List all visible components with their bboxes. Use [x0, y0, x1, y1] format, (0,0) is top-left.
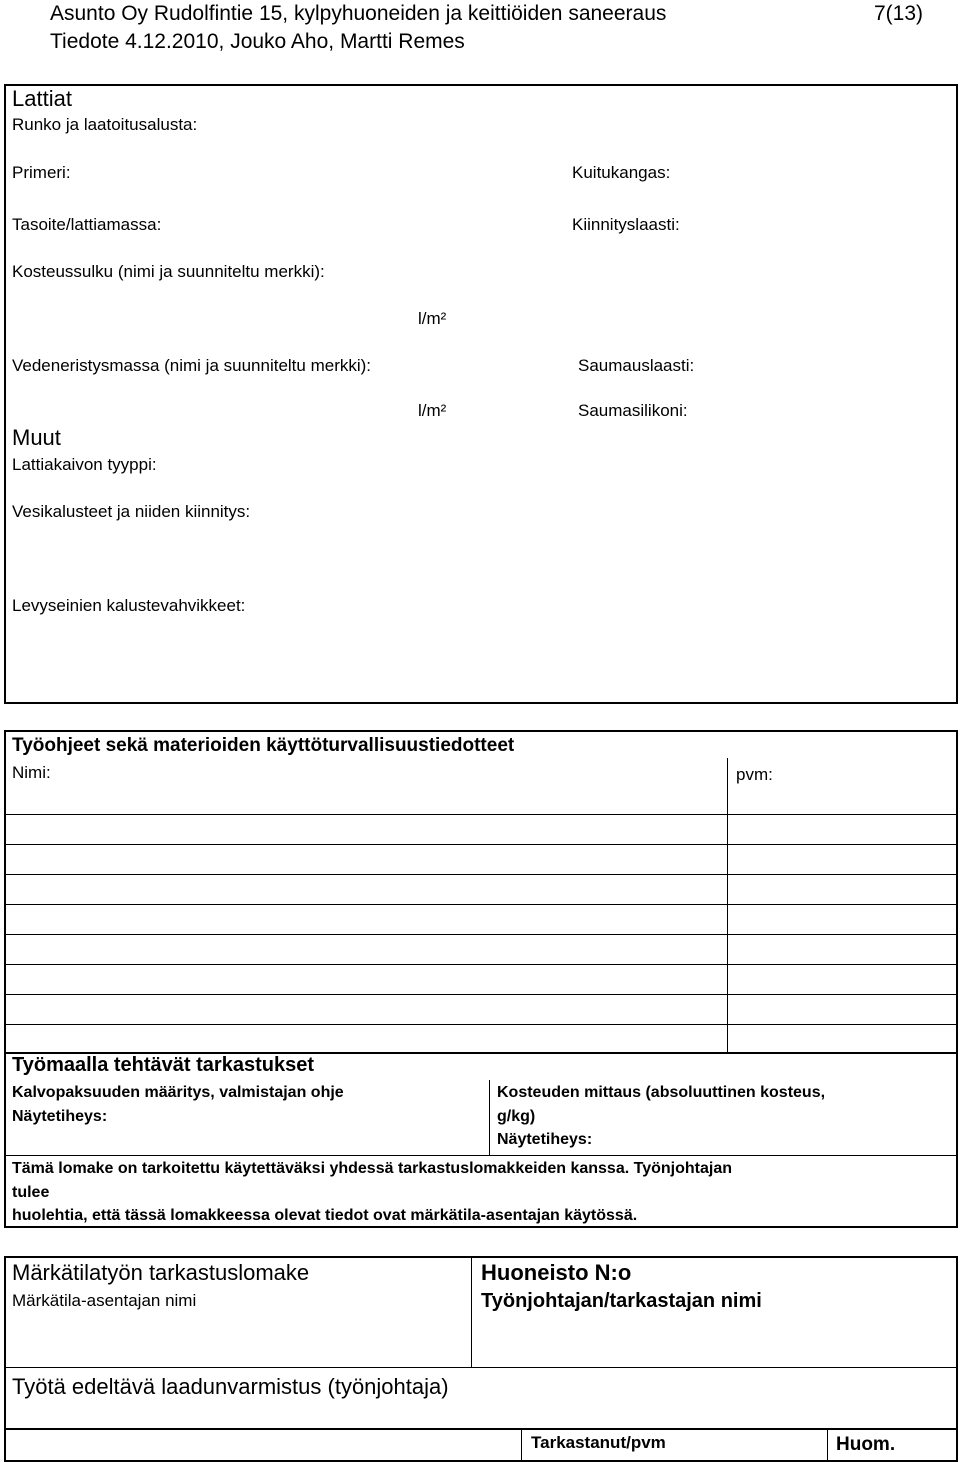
waterproofing-label: Vedeneristysmassa (nimi ja suunniteltu merkki): [12, 356, 372, 375]
note-text: tulee [12, 1184, 50, 1201]
note-label: Huom. [836, 1434, 896, 1455]
column-divider [521, 1430, 522, 1462]
table-row [6, 904, 956, 905]
table-row [6, 994, 956, 995]
table-row [6, 814, 956, 815]
checked-row [4, 1428, 958, 1462]
base-label: Runko ja laatoitusalusta: [12, 115, 198, 134]
drain-label: Lattiakaivon tyyppi: [12, 455, 157, 474]
note-text: Tämä lomake on tarkoitettu käytettäväksi yhdessä tarkastuslomakkeiden kanssa. Työnjohtajan [12, 1160, 732, 1177]
instructions-table [4, 730, 958, 1054]
table-row [6, 844, 956, 845]
table-row [6, 934, 956, 935]
film-thickness-label: Kalvopaksuuden määritys, valmistajan ohje [12, 1084, 344, 1101]
date-column-header: pvm: [736, 765, 773, 784]
checked-by-label: Tarkastanut/pvm [531, 1433, 666, 1452]
fiber-label: Kuitukangas: [572, 163, 671, 182]
unit-label: l/m² [418, 401, 447, 420]
instructions-heading: Työohjeet sekä materioiden käyttöturvallisuustiedotteet [12, 735, 515, 756]
table-row [6, 874, 956, 875]
form-title: Märkätilatyön tarkastuslomake [12, 1260, 310, 1285]
page-number: 7(13) [874, 2, 924, 25]
column-divider [471, 1258, 472, 1368]
unit-label: l/m² [418, 309, 447, 328]
supervisor-name-label: Työnjohtajan/tarkastajan nimi [481, 1290, 762, 1312]
primer-label: Primeri: [12, 163, 71, 182]
apartment-number-label: Huoneisto N:o [481, 1260, 632, 1285]
reinforcements-label: Levyseinien kalustevahvikkeet: [12, 596, 246, 615]
divider [6, 1367, 956, 1368]
sample-frequency-label: Näytetiheys: [497, 1131, 593, 1148]
column-divider [727, 758, 728, 1052]
column-divider [489, 1080, 490, 1156]
grout-label: Saumauslaasti: [578, 356, 695, 375]
inspections-section [4, 1052, 958, 1228]
quality-heading: Työtä edeltävä laadunvarmistus (työnjohtaja) [12, 1374, 449, 1399]
divider [6, 1155, 956, 1156]
document-subtitle: Tiedote 4.12.2010, Jouko Aho, Martti Remes [50, 30, 465, 53]
document-title: Asunto Oy Rudolfintie 15, kylpyhuoneiden ja keittiöiden saneeraus [50, 2, 667, 25]
moisture-unit-label: g/kg) [497, 1108, 536, 1125]
silicone-label: Saumasilikoni: [578, 401, 688, 420]
moisture-barrier-label: Kosteussulku (nimi ja suunniteltu merkki): [12, 262, 325, 281]
name-column-header: Nimi: [12, 763, 51, 782]
screed-label: Tasoite/lattiamassa: [12, 215, 162, 234]
inspections-heading: Työmaalla tehtävät tarkastukset [12, 1054, 314, 1076]
note-text: huolehtia, että tässä lomakkeessa olevat tiedot ovat märkätila-asentajan käytössä. [12, 1207, 638, 1224]
adhesive-label: Kiinnityslaasti: [572, 215, 680, 234]
fixtures-label: Vesikalusteet ja niiden kiinnitys: [12, 502, 251, 521]
moisture-measure-label: Kosteuden mittaus (absoluuttinen kosteus, [497, 1084, 826, 1101]
table-row [6, 964, 956, 965]
table-row [6, 1024, 956, 1025]
installer-name-label: Märkätila-asentajan nimi [12, 1291, 197, 1310]
column-divider [827, 1430, 828, 1462]
floors-heading: Lattiat [12, 86, 72, 111]
sample-frequency-label: Näytetiheys: [12, 1108, 108, 1125]
other-heading: Muut [12, 425, 61, 450]
